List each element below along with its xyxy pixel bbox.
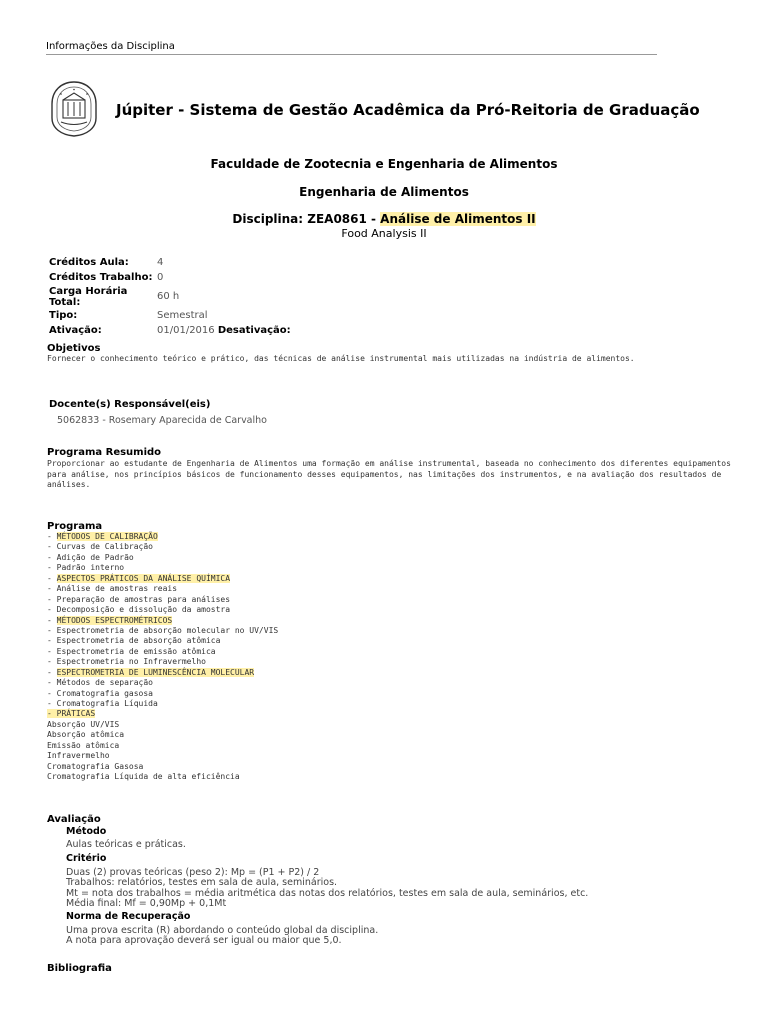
programa-item bbox=[47, 542, 278, 552]
programa-item bbox=[47, 699, 278, 709]
criterio-line: Média final: Mf = 0,90Mp + 0,1Mt bbox=[66, 897, 227, 909]
bibliografia-title: Bibliografia bbox=[47, 963, 112, 974]
info-row-creditos-aula bbox=[49, 255, 291, 270]
programa-item-text: Curvas de Calibração bbox=[56, 542, 153, 552]
creditos-trabalho-label: Créditos Trabalho: bbox=[49, 272, 153, 284]
faculty-name: Faculdade de Zootecnia e Engenharia de Alimentos bbox=[210, 157, 558, 171]
programa-item-text: Decomposição e dissolução da amostra bbox=[56, 605, 231, 615]
programa-item bbox=[47, 730, 278, 740]
docente-item: 5062833 - Rosemary Aparecida de Carvalho bbox=[57, 415, 267, 426]
avaliacao-title: Avaliação bbox=[47, 814, 101, 825]
programa-item-text: Cromatografia Líquida de alta eficiência bbox=[47, 772, 240, 782]
docentes-title: Docente(s) Responsável(eis) bbox=[49, 399, 211, 410]
norma-line: A nota para aprovação deverá ser igual ou maior que 5,0. bbox=[66, 935, 342, 947]
info-row-creditos-trabalho bbox=[49, 270, 291, 285]
creditos-aula-value: 4 bbox=[157, 257, 164, 269]
programa-item-heading: - PRÁTICAS bbox=[47, 709, 96, 719]
programa-item-bullet: - bbox=[47, 542, 57, 552]
programa-item-text: Métodos de separação bbox=[56, 678, 153, 688]
discipline-title bbox=[0, 212, 768, 226]
programa-item-bullet: - bbox=[47, 605, 57, 615]
programa-item-bullet: - bbox=[47, 615, 57, 625]
programa-item bbox=[47, 595, 278, 605]
metodo-text: Aulas teóricas e práticas. bbox=[66, 839, 186, 850]
programa-list bbox=[47, 532, 278, 783]
carga-horaria-label: Carga Horária Total: bbox=[49, 285, 128, 308]
programa-item bbox=[47, 563, 278, 573]
programa-item bbox=[47, 647, 278, 657]
discipline-name: Análise de Alimentos II bbox=[380, 212, 536, 226]
norma-line: Uma prova escrita (R) abordando o conteúdo global da disciplina. bbox=[66, 925, 379, 936]
metodo-title: Método bbox=[66, 826, 107, 837]
norma-recuperacao-text bbox=[66, 926, 378, 947]
programa-item bbox=[47, 584, 278, 594]
programa-item bbox=[47, 762, 278, 772]
criterio-line: Mt = nota dos trabalhos = média aritmética das notas dos relatórios, testes em sala de aula, seminários, etc. bbox=[66, 887, 589, 899]
ativacao-label: Ativação: bbox=[49, 325, 102, 337]
programa-item bbox=[47, 657, 278, 667]
criterio-text bbox=[66, 868, 588, 909]
creditos-trabalho-value: 0 bbox=[157, 272, 164, 284]
programa-item-heading: ASPECTOS PRÁTICOS DA ANÁLISE QUÍMICA bbox=[56, 573, 231, 583]
programa-item bbox=[47, 574, 278, 584]
discipline-info-table bbox=[49, 255, 291, 338]
programa-item-heading: ESPECTROMETRIA DE LUMINESCÊNCIA MOLECULAR bbox=[56, 667, 255, 677]
programa-item-text: Absorção atômica bbox=[47, 730, 125, 740]
programa-item bbox=[47, 741, 278, 751]
programa-resumido-text: Proporcionar ao estudante de Engenharia de Alimentos uma formação em análise instrumental, baseada no conhecimento dos diferentes equipamentos para análise, nos princípios básicos de funcionamento desses equipamentos, nas limitações dos instrumentos, e na avaliação dos resultados de análises. bbox=[47, 459, 731, 490]
programa-item-text: Infravermelho bbox=[47, 751, 110, 761]
programa-item-bullet: - bbox=[47, 594, 57, 604]
programa-item-text: Espectrometria no Infravermelho bbox=[56, 657, 206, 667]
programa-item bbox=[47, 689, 278, 699]
programa-item bbox=[47, 532, 278, 542]
programa-item bbox=[47, 751, 278, 761]
programa-item-bullet: - bbox=[47, 678, 57, 688]
programa-item bbox=[47, 626, 278, 636]
programa-item bbox=[47, 772, 278, 782]
programa-item-text: Adição de Padrão bbox=[56, 552, 134, 562]
info-row-carga bbox=[49, 286, 291, 308]
programa-item bbox=[47, 678, 278, 688]
programa-item-text: Padrão interno bbox=[56, 563, 125, 573]
discipline-code: Disciplina: ZEA0861 - bbox=[232, 212, 381, 226]
creditos-aula-label: Créditos Aula: bbox=[49, 257, 129, 269]
programa-item-bullet: - bbox=[47, 646, 57, 656]
programa-item-text: Análise de amostras reais bbox=[56, 584, 178, 594]
tipo-label: Tipo: bbox=[49, 309, 78, 321]
programa-item bbox=[47, 720, 278, 730]
course-name: Engenharia de Alimentos bbox=[299, 185, 469, 199]
breadcrumb: Informações da Disciplina bbox=[46, 41, 175, 52]
criterio-line: Trabalhos: relatórios, testes em sala de aula, seminários. bbox=[66, 877, 338, 889]
programa-item-bullet: - bbox=[47, 584, 57, 594]
programa-item bbox=[47, 616, 278, 626]
programa-item bbox=[47, 605, 278, 615]
programa-item-bullet: - bbox=[47, 699, 57, 708]
programa-item-bullet: - bbox=[47, 688, 57, 698]
programa-item-bullet: - bbox=[47, 657, 57, 667]
programa-item-bullet: - bbox=[47, 563, 57, 573]
objetivos-text: Fornecer o conhecimento teórico e prático, das técnicas de análise instrumental mais utilizadas na indústria de alimentos. bbox=[47, 354, 635, 363]
system-title: Júpiter - Sistema de Gestão Acadêmica da Pró-Reitoria de Graduação bbox=[116, 101, 700, 119]
info-row-ativacao bbox=[49, 323, 291, 338]
programa-item-heading: MÉTODOS ESPECTROMÉTRICOS bbox=[56, 615, 173, 625]
programa-item-text: Espectrometria de emissão atômica bbox=[56, 646, 216, 656]
criterio-line: Duas (2) provas teóricas (peso 2): Mp = (P1 + P2) / 2 bbox=[66, 867, 320, 878]
usp-seal-icon bbox=[49, 80, 99, 138]
carga-horaria-value: 60 h bbox=[157, 291, 180, 303]
programa-item bbox=[47, 636, 278, 646]
programa-item-bullet: - bbox=[47, 636, 57, 646]
programa-item bbox=[47, 668, 278, 678]
criterio-title: Critério bbox=[66, 853, 107, 864]
programa-item-bullet: - bbox=[47, 552, 57, 562]
objetivos-title: Objetivos bbox=[47, 343, 101, 354]
programa-item-text: Cromatografia Gasosa bbox=[47, 761, 144, 771]
norma-recuperacao-title: Norma de Recuperação bbox=[66, 911, 191, 922]
programa-item-text: Cromatografia Líquida bbox=[56, 699, 158, 708]
programa-item-bullet: - bbox=[47, 573, 57, 583]
desativacao-label: Desativação: bbox=[217, 325, 291, 337]
header-divider bbox=[46, 54, 657, 55]
tipo-value: Semestral bbox=[157, 309, 208, 321]
programa-item-bullet: - bbox=[47, 532, 57, 541]
programa-item-bullet: - bbox=[47, 625, 57, 635]
programa-item-text: Espectrometria de absorção atômica bbox=[56, 636, 221, 646]
programa-resumido-title: Programa Resumido bbox=[47, 447, 162, 458]
programa-item-text: Absorção UV/VIS bbox=[47, 719, 120, 729]
programa-item-text: Preparação de amostras para análises bbox=[56, 594, 231, 604]
programa-item-text: Emissão atômica bbox=[47, 740, 120, 750]
programa-item bbox=[47, 709, 278, 719]
programa-title: Programa bbox=[47, 521, 103, 532]
programa-item-text: Espectrometria de absorção molecular no UV/VIS bbox=[56, 625, 279, 635]
programa-item-text: Cromatografia gasosa bbox=[56, 688, 153, 698]
discipline-name-english: Food Analysis II bbox=[341, 227, 427, 240]
programa-item-bullet: - bbox=[47, 667, 57, 677]
ativacao-value: 01/01/2016 bbox=[157, 325, 215, 337]
programa-item bbox=[47, 553, 278, 563]
programa-item-heading: MÉTODOS DE CALIBRAÇÃO bbox=[56, 532, 158, 541]
ativacao-cell bbox=[157, 323, 291, 338]
info-row-tipo bbox=[49, 308, 291, 323]
